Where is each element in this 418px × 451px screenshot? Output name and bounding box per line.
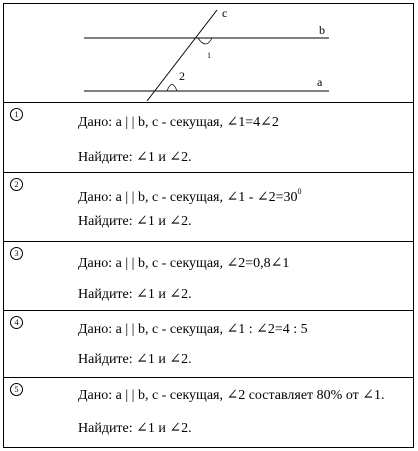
figure-drawing: [4, 4, 413, 102]
problem-given: Дано: a | | b, c - секущая, ∠1 - ∠2=30: [78, 190, 298, 205]
label-b: b: [319, 23, 325, 37]
worksheet-table: [3, 3, 414, 448]
parallel-lines-figure: [4, 4, 413, 102]
problem-given: Дано: a | | b, c - секущая, ∠1=4∠2: [78, 115, 279, 130]
problem-5: [4, 377, 413, 448]
problem-2: [4, 172, 413, 242]
angle-2-arc: [167, 85, 177, 92]
angle-1-arc: [198, 38, 212, 44]
problem-3: [4, 241, 413, 311]
problem-find: Найдите: ∠1 и ∠2.: [78, 421, 192, 436]
problem-given: Дано: a | | b, c - секущая, ∠2=0,8∠1: [78, 256, 290, 271]
label-a: a: [317, 75, 323, 89]
label-c: c: [222, 6, 228, 20]
problem-given: Дано: a | | b, c - секущая, ∠1 : ∠2=4 : 5: [78, 322, 308, 337]
problem-number: 3: [10, 247, 23, 260]
problem-1: [4, 102, 413, 173]
problem-find: Найдите: ∠1 и ∠2.: [78, 214, 192, 229]
problem-find: Найдите: ∠1 и ∠2.: [78, 150, 192, 165]
problem-number: 4: [10, 316, 23, 329]
problem-number: 2: [10, 178, 23, 191]
problem-given-row: [78, 183, 302, 207]
problem-find: Найдите: ∠1 и ∠2.: [78, 287, 192, 302]
problem-number: 5: [10, 383, 23, 396]
problem-number: 1: [10, 108, 23, 121]
label-angle-2: 2: [179, 69, 185, 83]
problem-4: [4, 310, 413, 378]
label-angle-1: 1: [207, 51, 211, 60]
problem-find: Найдите: ∠1 и ∠2.: [78, 352, 192, 367]
degree-superscript: 0: [297, 187, 302, 196]
problem-given: Дано: a | | b, c - секущая, ∠2 составляет 80% от ∠1.: [78, 388, 385, 403]
